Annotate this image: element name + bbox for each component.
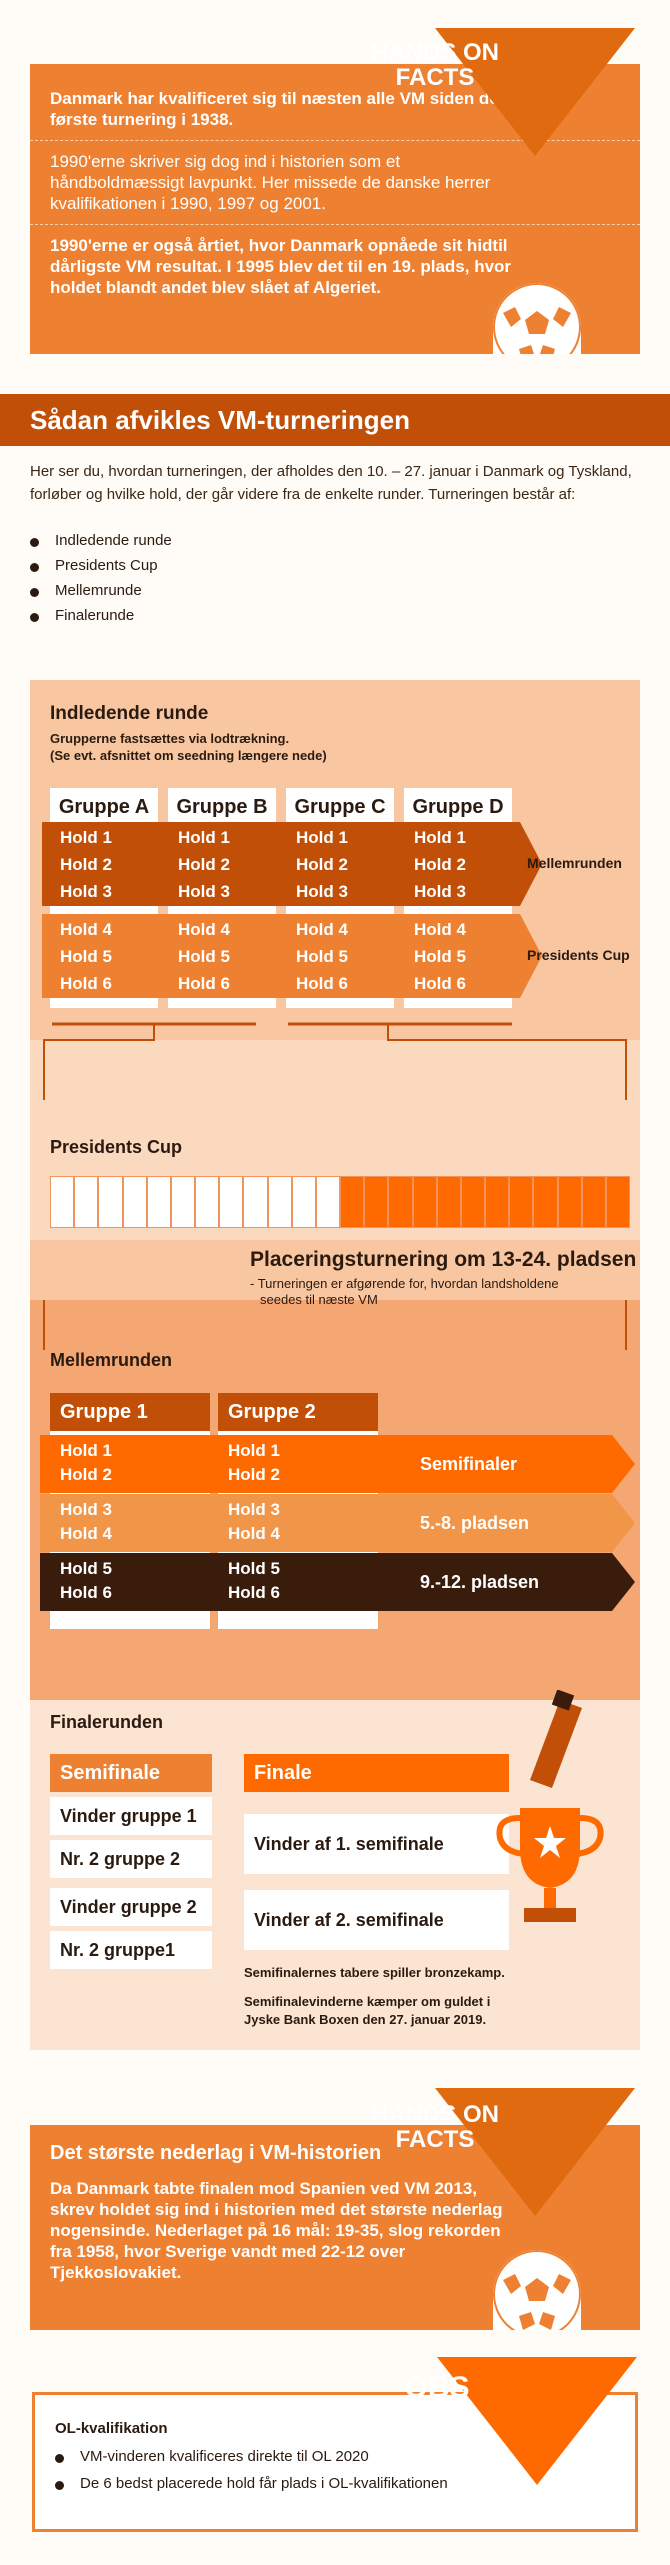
mellem-g1-row1: Hold 1 Hold 2 xyxy=(60,1441,112,1484)
label-mellemrunden: Mellemrunden xyxy=(527,855,622,871)
group-a-bottom-teams: Hold 4 Hold 5 Hold 6 xyxy=(60,920,112,993)
trophy-champagne-icon xyxy=(480,1690,620,1940)
mellem-label-row3: 9.-12. pladsen xyxy=(420,1572,540,1592)
facts-bottom-text: Da Danmark tabte finalen mod Spanien ved VM 2013, skrev holdet sig ind i historien med det største nederlag nogensinde. Nederlaget på 16 mål: 19-35, slog rekorden fra 1958, hvor Sverige vandt med 22-12 over Tjekkoslovakiet. xyxy=(50,2179,503,2282)
final-box-1: Vinder af 1. semifinale xyxy=(244,1814,509,1874)
group-header-a: Gruppe A xyxy=(50,788,158,826)
placement-grid xyxy=(50,1176,630,1228)
mellem-g2-row1: Hold 1 Hold 2 xyxy=(228,1441,280,1484)
group-b-top-teams: Hold 1 Hold 2 Hold 3 xyxy=(178,828,230,901)
group-c-bottom-teams: Hold 4 Hold 5 Hold 6 xyxy=(296,920,348,993)
mellem-label-row1: Semifinaler xyxy=(420,1454,518,1474)
obs-list xyxy=(55,2448,615,2497)
bracket-lines xyxy=(30,1010,640,1100)
mellem-g1-row3: Hold 5 Hold 6 xyxy=(60,1559,112,1602)
semi-box-4: Nr. 2 gruppe1 xyxy=(50,1931,212,1969)
list-item: Mellemrunde xyxy=(30,582,430,599)
group-d-top-teams: Hold 1 Hold 2 Hold 3 xyxy=(414,828,466,901)
facts-bottom-title: Det største nederlag i VM-historien xyxy=(50,2142,382,2164)
semi-box-3: Vinder gruppe 2 xyxy=(50,1888,212,1926)
semifinale-header: Semifinale xyxy=(50,1754,212,1792)
finale-note-1: Semifinalernes tabere spiller bronzekamp. xyxy=(244,1965,505,1980)
semi-box-1: Vinder gruppe 1 xyxy=(50,1797,212,1835)
arrow-semifinaler xyxy=(40,1435,635,1493)
list-item: Presidents Cup xyxy=(30,557,430,574)
list-item: Indledende runde xyxy=(30,532,430,549)
group-b-bottom-teams: Hold 4 Hold 5 Hold 6 xyxy=(178,920,230,993)
round-list xyxy=(30,532,430,629)
fact-paragraph-3: 1990'erne er også årtiet, hvor Danmark opnåede sit hidtil dårligste VM resultat. I 1995 blev det til en 19. plads, hvor holdet blandt andet blev slået af Algeriet. xyxy=(50,236,512,297)
mellem-g2-row3: Hold 5 Hold 6 xyxy=(228,1559,280,1602)
list-item: De 6 bedst placerede hold får plads i OL-kvalifikationen xyxy=(55,2475,615,2492)
mellem-g1-row2: Hold 3 Hold 4 xyxy=(60,1500,112,1543)
mellemrunden-title: Mellemrunden xyxy=(50,1350,173,1370)
group-header-c: Gruppe C xyxy=(286,788,394,826)
indledende-title: Indledende runde xyxy=(50,703,209,724)
finale-note-2: Semifinalevinderne kæmper om guldet i Jyske Bank Boxen den 27. januar 2019. xyxy=(244,1994,491,2027)
finalerunden-title: Finalerunden xyxy=(50,1712,164,1732)
obs-badge: OBS xyxy=(437,2357,637,2485)
label-presidents-cup: Presidents Cup xyxy=(527,947,630,963)
list-item: VM-vinderen kvalificeres direkte til OL 2020 xyxy=(55,2448,615,2465)
placement-title: Placeringsturnering om 13-24. pladsen xyxy=(250,1248,637,1271)
section-intro: Her ser du, hvordan turneringen, der afholdes den 10. – 27. januar i Danmark og Tyskland, forløber og hvilke hold, der går videre fra de enkelte runder. Turneringen består af: xyxy=(30,463,632,503)
finale-header: Finale xyxy=(244,1754,509,1792)
group-a-top-teams: Hold 1 Hold 2 Hold 3 xyxy=(60,828,112,901)
list-item: Finalerunde xyxy=(30,607,430,624)
hands-on-facts-badge-bottom: HANDS ON FACTS xyxy=(435,2088,635,2216)
group-header-d: Gruppe D xyxy=(404,788,512,826)
group-header-b: Gruppe B xyxy=(168,788,276,826)
section-title: Sådan afvikles VM-turneringen xyxy=(0,394,670,446)
indledende-subtitle: Grupperne fastsættes via lodtrækning. (Se evt. afsnittet om seedning længere nede) xyxy=(50,731,327,763)
obs-title: OL-kvalifikation xyxy=(55,2420,168,2437)
handball-icon xyxy=(493,2250,581,2330)
mellem-g2-row2: Hold 3 Hold 4 xyxy=(228,1500,280,1543)
hands-on-facts-badge: HANDS ON FACTS xyxy=(435,28,635,156)
group-header-1: Gruppe 1 xyxy=(50,1393,210,1431)
group-c-top-teams: Hold 1 Hold 2 Hold 3 xyxy=(296,828,348,901)
fact-paragraph-2: 1990'erne skriver sig dog ind i historien som et håndboldmæssigt lavpunkt. Her missede de danske herrer kvalifikationen i 1990, 1997 og 2001. xyxy=(50,152,491,213)
arrow-9-12 xyxy=(40,1553,635,1611)
arrow-5-8 xyxy=(40,1494,635,1552)
fact-paragraph-1: Danmark har kvalificeret sig til næsten alle VM siden den første turnering i 1938. xyxy=(50,89,510,129)
mellem-label-row2: 5.-8. pladsen xyxy=(420,1513,530,1533)
group-d-bottom-teams: Hold 4 Hold 5 Hold 6 xyxy=(414,920,466,993)
semi-box-2: Nr. 2 gruppe 2 xyxy=(50,1840,212,1878)
group-header-2: Gruppe 2 xyxy=(218,1393,378,1431)
final-box-2: Vinder af 2. semifinale xyxy=(244,1890,509,1950)
presidents-cup-title: Presidents Cup xyxy=(50,1137,183,1157)
divider xyxy=(30,224,640,225)
placement-note: - Turneringen er afgørende for, hvordan landsholdene seedes til næste VM xyxy=(250,1276,559,1307)
